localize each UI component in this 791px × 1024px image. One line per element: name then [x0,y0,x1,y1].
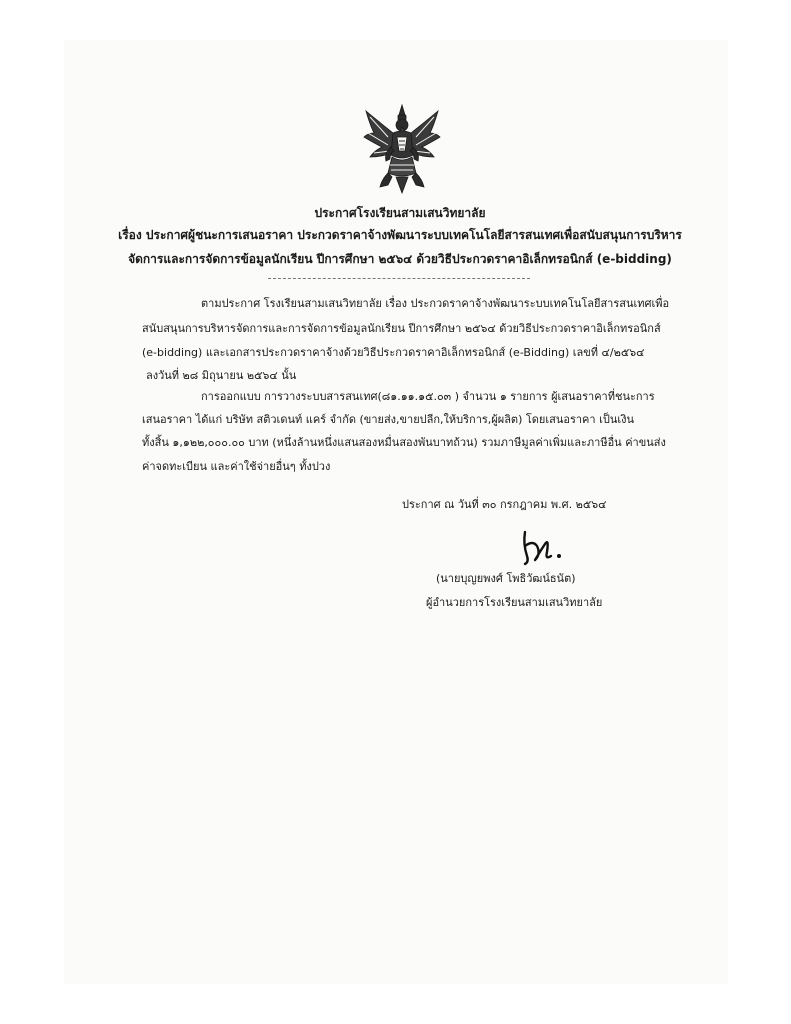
paragraph1-line-3: (e-bidding) และเอกสารประกวดราคาจ้างด้วยวิธีประกวดราคาอิเล็กทรอนิกส์ (e-Bidding) เลขที่ ๔/๒๕๖๔ [142,346,645,359]
paragraph2-line-2: เสนอราคา ได้แก่ บริษัท สติวเดนท์ แคร์ จำกัด (ขายส่ง,ขายปลีก,ให้บริการ,ผู้ผลิต) โดยเสนอราคา เป็นเงิน [142,413,634,426]
announcement-title: ประกาศโรงเรียนสามเสนวิทยาลัย [314,206,486,220]
paragraph1-line-4: ลงวันที่ ๒๘ มิถุนายน ๒๕๖๔ นั้น [146,369,297,382]
paragraph2-line-1: การออกแบบ การวางระบบสารสนเทศ(๘๑.๑๑.๑๕.๐๓ ) จำนวน ๑ รายการ ผู้เสนอราคาที่ชนะการ [201,390,655,403]
garuda-emblem-icon [360,103,444,195]
paragraph1-line-1: ตามประกาศ โรงเรียนสามเสนวิทยาลัย เรื่อง ประกวดราคาจ้างพัฒนาระบบเทคโนโลยีสารสนเทศเพื่อ [201,297,670,310]
subject-line-2: จัดการและการจัดการข้อมูลนักเรียน ปีการศึกษา ๒๕๖๔ ด้วยวิธีประกวดราคาอิเล็กทรอนิกส์ (e-bidding) [128,252,672,266]
subject-line-1: เรื่อง ประกาศผู้ชนะการเสนอราคา ประกวดราคาจ้างพัฒนาระบบเทคโนโลยีสารสนเทศเพื่อสนับสนุนการบริหาร [118,228,682,242]
paragraph2-line-3: ทั้งสิ้น ๑,๑๒๒,๐๐๐.๐๐ บาท (หนึ่งล้านหนึ่งแสนสองหมื่นสองพันบาทถ้วน) รวมภาษีมูลค่าเพิ่มและภาษีอื่น ค่าขนส่ง [142,436,666,449]
paragraph1-line-2: สนับสนุนการบริหารจัดการและการจัดการข้อมูลนักเรียน ปีการศึกษา ๒๕๖๔ ด้วยวิธีประกวดราคาอิเล็กทรอนิกส์ [142,322,661,335]
signer-title: ผู้อำนวยการโรงเรียนสามเสนวิทยาลัย [426,596,603,609]
signature-icon [515,526,571,566]
separator-line [268,278,530,279]
paragraph2-line-4: ค่าจดทะเบียน และค่าใช้จ่ายอื่นๆ ทั้งปวง [142,460,331,473]
announcement-date: ประกาศ ณ วันที่ ๓๐ กรกฎาคม พ.ศ. ๒๕๖๔ [402,498,607,511]
signer-name: (นายบุญยพงศ์ โพธิวัฒน์ธนัต) [436,572,576,585]
